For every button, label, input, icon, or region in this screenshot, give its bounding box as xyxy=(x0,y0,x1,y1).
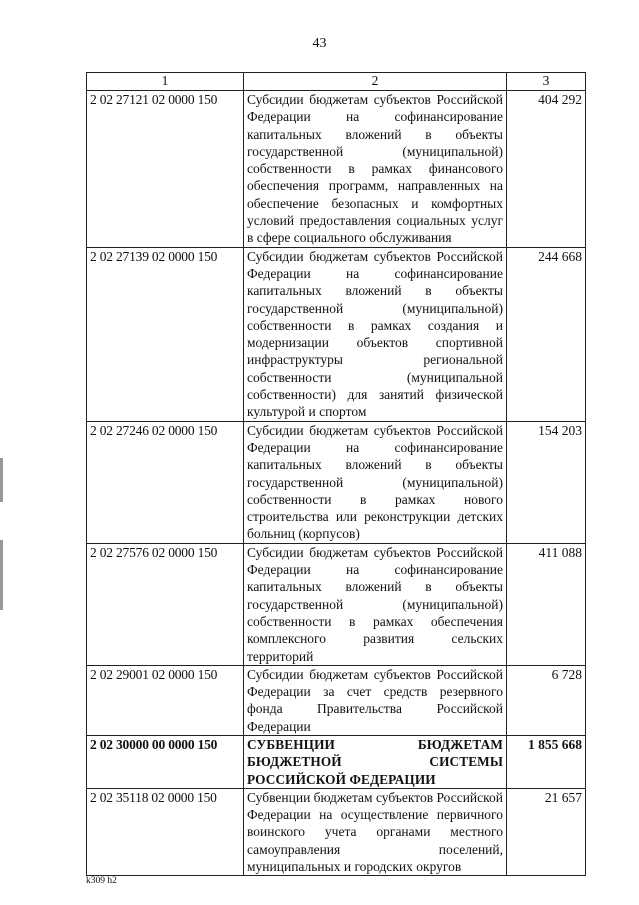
budget-description: Субсидии бюджетам субъектов Российской Федерации на софинансирование капитальных вложений в объекты государственной (муниципальной) собственности в рамках создания и модернизации объектов спортивной инфраструктуры региональной собственности (муниципальной собственности) для занятий физической культурой и спортом xyxy=(244,247,507,421)
table-row xyxy=(87,247,586,421)
page-number: 43 xyxy=(312,36,327,51)
table-row xyxy=(87,421,586,543)
budget-description: Субвенции бюджетам субъектов Российской Федерации на осуществление первичного воинского учета органами местного самоуправления поселений, муниципальных и городских округов xyxy=(244,788,507,875)
scan-edge-mark xyxy=(0,540,3,610)
scan-edge-mark xyxy=(0,458,3,502)
table-row xyxy=(87,91,586,248)
budget-description: Субсидии бюджетам субъектов Российской Федерации на софинансирование капитальных вложений в объекты государственной (муниципальной) собственности в рамках обеспечения комплексного развития сельских территорий xyxy=(244,543,507,665)
budget-description: Субсидии бюджетам субъектов Российской Федерации на софинансирование капитальных вложений в объекты государственной (муниципальной) собственности в рамках финансового обеспечения программ, направленных на обеспечение безопасных и комфортных условий предоставления социальных услуг в сфере социального обслуживания xyxy=(244,91,507,248)
column-header-2: 2 xyxy=(244,73,507,91)
budget-table xyxy=(86,72,586,876)
budget-amount: 21 657 xyxy=(507,788,586,875)
table-row xyxy=(87,665,586,735)
budget-amount: 1 855 668 xyxy=(507,735,586,788)
column-header-1: 1 xyxy=(87,73,244,91)
table-row xyxy=(87,543,586,665)
budget-description: СУБВЕНЦИИ БЮДЖЕТАМ БЮДЖЕТНОЙ СИСТЕМЫ РОССИЙСКОЙ ФЕДЕРАЦИИ xyxy=(244,735,507,788)
budget-code: 2 02 27246 02 0000 150 xyxy=(87,421,244,543)
budget-code: 2 02 29001 02 0000 150 xyxy=(87,665,244,735)
table-header-row xyxy=(87,73,586,91)
table-row-section-total xyxy=(87,735,586,788)
budget-description: Субсидии бюджетам субъектов Российской Федерации на софинансирование капитальных вложений в объекты государственной (муниципальной) собственности в рамках нового строительства или реконструкции детских больниц (корпусов) xyxy=(244,421,507,543)
budget-code: 2 02 27139 02 0000 150 xyxy=(87,247,244,421)
budget-amount: 154 203 xyxy=(507,421,586,543)
budget-code: 2 02 27576 02 0000 150 xyxy=(87,543,244,665)
budget-code: 2 02 30000 00 0000 150 xyxy=(87,735,244,788)
budget-amount: 6 728 xyxy=(507,665,586,735)
column-header-3: 3 xyxy=(507,73,586,91)
budget-amount: 411 088 xyxy=(507,543,586,665)
budget-amount: 244 668 xyxy=(507,247,586,421)
table-row xyxy=(87,788,586,875)
budget-code: 2 02 35118 02 0000 150 xyxy=(87,788,244,875)
document-footer-code: k309 h2 xyxy=(86,876,117,886)
budget-amount: 404 292 xyxy=(507,91,586,248)
budget-code: 2 02 27121 02 0000 150 xyxy=(87,91,244,248)
budget-description: Субсидии бюджетам субъектов Российской Федерации за счет средств резервного фонда Правительства Российской Федерации xyxy=(244,665,507,735)
